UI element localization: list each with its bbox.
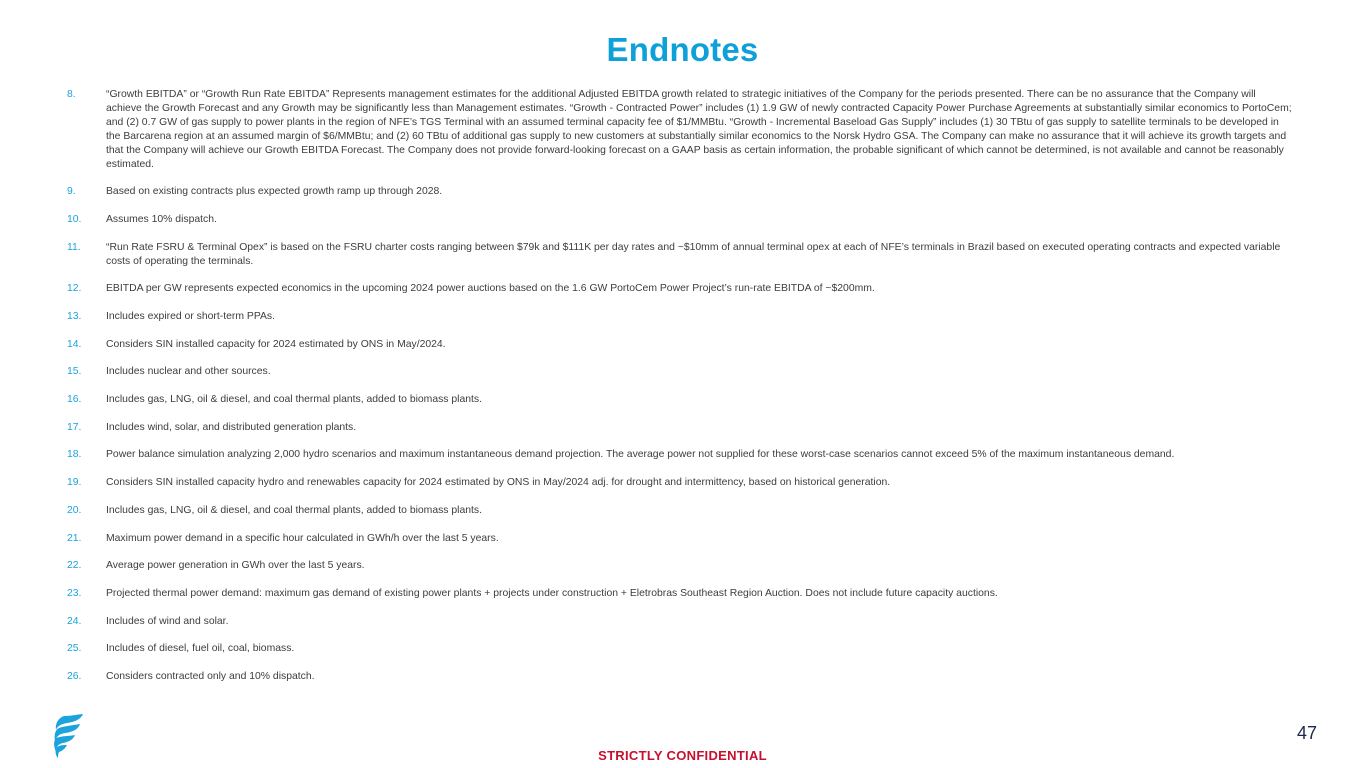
endnote-text: Assumes 10% dispatch. xyxy=(106,213,217,225)
endnote-text: Includes of diesel, fuel oil, coal, biomass. xyxy=(106,643,295,655)
endnote-text: Considers contracted only and 10% dispatch. xyxy=(106,671,315,683)
endnote-text: Includes gas, LNG, oil & diesel, and coal thermal plants, added to biomass plants. xyxy=(106,394,483,406)
endnote-text: Projected thermal power demand: maximum gas demand of existing power plants + projects under construction + Eletrobras Southeast Region Auction. Does not include future capacity auctions. xyxy=(106,587,998,599)
endnote-item xyxy=(67,213,1292,227)
endnote-number: 22. xyxy=(67,560,82,572)
endnote-number: 21. xyxy=(67,532,82,544)
endnote-number: 16. xyxy=(67,394,82,406)
endnote-item xyxy=(67,448,1292,462)
endnote-item xyxy=(67,504,1292,518)
endnote-item xyxy=(67,670,1292,684)
endnote-item xyxy=(67,338,1292,352)
endnote-item xyxy=(67,559,1292,573)
endnote-item xyxy=(67,310,1292,324)
endnote-number: 13. xyxy=(67,310,82,322)
endnote-item xyxy=(67,615,1292,629)
endnote-text: Considers SIN installed capacity for 2024 estimated by ONS in May/2024. xyxy=(106,338,446,350)
endnote-item xyxy=(67,476,1292,490)
endnote-number: 9. xyxy=(67,186,76,198)
endnote-number: 19. xyxy=(67,477,82,489)
endnote-text: Power balance simulation analyzing 2,000 hydro scenarios and maximum instantaneous demand projection. The average power not supplied for these worst-case scenarios cannot exceed 5% of the maximum instantaneous demand. xyxy=(106,449,1175,461)
endnote-text: EBITDA per GW represents expected economics in the upcoming 2024 power auctions based on the 1.6 GW PortoCem Power Project’s run-rate EBITDA of ~$200mm. xyxy=(106,283,875,295)
endnote-number: 15. xyxy=(67,366,82,378)
endnote-text: Maximum power demand in a specific hour calculated in GWh/h over the last 5 years. xyxy=(106,532,499,544)
endnote-number: 8. xyxy=(67,89,76,100)
endnote-text: Considers SIN installed capacity hydro and renewables capacity for 2024 estimated by ONS in May/2024 adj. for drought and intermittency, based on historical generation. xyxy=(106,477,891,489)
page-number: 47 xyxy=(1296,723,1317,743)
endnote-number: 14. xyxy=(67,338,82,350)
page-title: Endnotes xyxy=(606,31,759,68)
endnote-text: Includes expired or short-term PPAs. xyxy=(106,310,276,322)
endnote-item xyxy=(67,185,1292,199)
endnote-number: 12. xyxy=(67,283,82,295)
endnote-number: 23. xyxy=(67,587,82,599)
endnote-item xyxy=(67,532,1292,546)
endnote-text: Based on existing contracts plus expected growth ramp up through 2028. xyxy=(106,186,443,198)
endnote-item xyxy=(67,241,1292,269)
endnote-text: “Run Rate FSRU & Terminal Opex” is based on the FSRU charter costs ranging between $79k and $111K per day rates and ~$10mm of annual terminal opex at each of NFE’s terminals in Brazil based on executed operating contracts and expected variable costs of operating the terminals. xyxy=(106,241,1281,267)
endnote-text: Average power generation in GWh over the last 5 years. xyxy=(106,560,365,572)
endnote-text: “Growth EBITDA” or “Growth Run Rate EBITDA” Represents management estimates for the additional Adjusted EBITDA growth related to strategic initiatives of the Company for the periods presented. There can be no assurance that the Company will achieve the Growth Forecast and any Growth may be significantly less than Management estimates. “Growth - Contracted Power” includes (1) 1.9 GW of newly contracted Capacity Power Purchase Agreements at substantially similar economics to PortoCem; and (2) 0.7 GW of gas supply to power plants in the region of NFE’s TGS Terminal with an assumed terminal capacity fee of $1/MMBtu. “Growth - Incremental Baseload Gas Supply” includes (1) 30 TBtu of gas supply to satellite terminals to be developed in the Barcarena region at an assumed margin of $6/MMBtu; and (2) 60 TBtu of additional gas supply to new customers at substantially similar economics to the Norsk Hydro GSA. The Company can make no assurance that it will achieve its growth targets and that the Company will achieve our Growth EBITDA Forecast. The Company does not provide forward-looking forecast on a GAAP basis as certain information, the probable significant of which cannot be determined, is not available and cannot be reasonably estimated. xyxy=(106,89,1292,170)
endnote-number: 20. xyxy=(67,504,82,516)
endnote-text: Includes of wind and solar. xyxy=(106,615,229,627)
endnote-item xyxy=(67,642,1292,656)
endnote-number: 26. xyxy=(67,671,82,683)
endnote-item xyxy=(67,421,1292,435)
endnote-number: 10. xyxy=(67,213,82,225)
endnote-item xyxy=(67,365,1292,379)
endnote-item xyxy=(67,393,1292,407)
endnote-number: 24. xyxy=(67,615,82,627)
endnote-text: Includes nuclear and other sources. xyxy=(106,366,271,378)
endnote-text: Includes wind, solar, and distributed generation plants. xyxy=(106,421,357,433)
endnote-number: 18. xyxy=(67,449,82,461)
confidential-label: STRICTLY CONFIDENTIAL xyxy=(598,748,767,763)
endnote-number: 25. xyxy=(67,643,82,655)
endnote-text: Includes gas, LNG, oil & diesel, and coal thermal plants, added to biomass plants. xyxy=(106,504,483,516)
endnote-number: 17. xyxy=(67,421,82,433)
endnote-item xyxy=(67,587,1292,601)
endnote-number: 11. xyxy=(67,241,81,253)
endnote-item xyxy=(67,282,1292,296)
endnotes-list xyxy=(67,88,1292,684)
endnote-item xyxy=(67,88,1292,171)
